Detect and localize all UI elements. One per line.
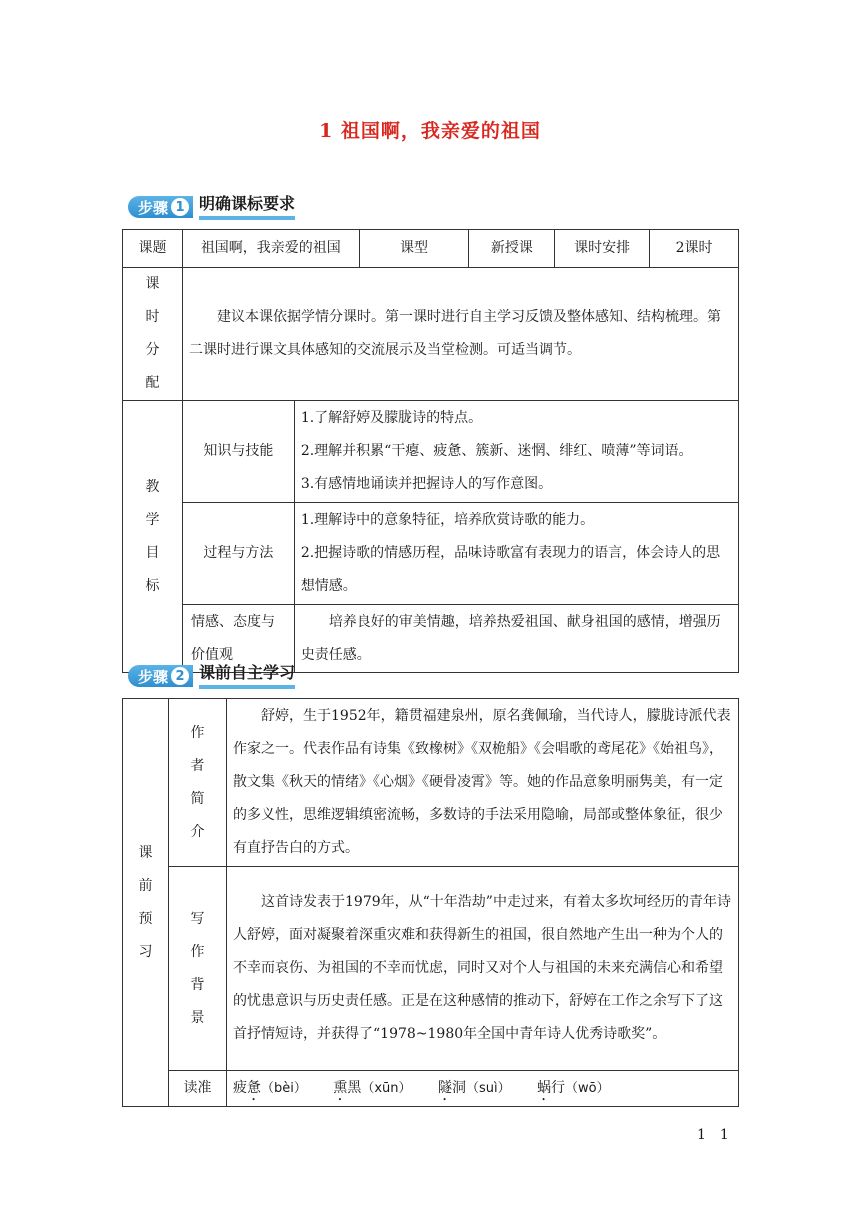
page-title: 1 祖国啊，我亲爱的祖国 [319,120,541,142]
goal-content [294,503,738,605]
cell-topic-label: 课题 [123,230,183,268]
goal-name: 情感、态度与价值观 [182,605,294,673]
step-prefix: 步骤 [138,198,169,217]
cell-hours-label: 课时安排 [555,230,650,268]
goal-item: 3.有感情地诵读并把握诗人的写作意图。 [300,476,553,492]
step-prefix: 步骤 [138,667,169,686]
cell-bg-text: 这首诗发表于1979年，从“十年浩劫”中走过来，有着太多坎坷经历的青年诗人舒婷，面对凝聚着深重灾难和获得新生的祖国，很自然地产生出一种为个人的不幸而哀伤、为祖国的不幸而忧虑，同时又对个人与祖国的未来充满信心和希望的忧患意识与历史责任感。正是在这种感情的推动下，舒婷在工作之余写下了这首抒情短诗，并获得了“1978~1980年全国中青年诗人优秀诗歌奖”。 [227,867,739,1071]
cell-section-label: 课 前 预 习 [123,699,169,1107]
cell-author-text: 舒婷，生于1952年，籍贯福建泉州，原名龚佩瑜，当代诗人，朦胧诗派代表作家之一。代表作品有诗集《致橡树》《双桅船》《会唱歌的鸢尾花》《始祖鸟》，散文集《秋天的情绪》《心烟》《硬骨凌霄》等。她的作品意象明丽隽美，有一定的多义性，思维逻辑缜密流畅，多数诗的手法采用隐喻，局部或整体象征，很少有直抒告白的方式。 [227,699,739,867]
goal-name: 过程与方法 [182,503,294,605]
goal-item: 1.理解诗中的意象特征，培养欣赏诗歌的能力。 [300,512,595,528]
step-number: 2 [171,667,189,685]
cell-alloc-label: 课 时 分 配 [123,268,183,401]
goal-name: 知识与技能 [182,401,294,503]
step-2-header [128,663,295,689]
goal-item: 2.理解并积累“干瘪、疲惫、簇新、迷惘、绯红、喷薄”等词语。 [300,443,693,459]
cell-goals-label: 教 学 目 标 [123,401,183,673]
page-number: 11 [697,1127,743,1143]
cell-read-label: 读准 [169,1071,227,1107]
step-label: 课前自主学习 [199,663,295,689]
cell-hours: 2课时 [650,230,739,268]
step-1-header [128,194,295,220]
goal-content [294,401,738,503]
cell-type-label: 课型 [359,230,469,268]
cell-alloc-text: 建议本课依据学情分课时。第一课时进行自主学习反馈及整体感知、结构梳理。第二课时进行课文具体感知的交流展示及当堂检测。可适当调节。 [182,268,738,401]
step-badge [128,196,193,218]
goal-item: 1.了解舒婷及朦胧诗的特点。 [300,410,483,426]
cell-author-label: 作 者 简 介 [169,699,227,867]
cell-topic: 祖国啊，我亲爱的祖国 [182,230,359,268]
pronunciation-item: 隧洞（suì） [437,1080,511,1096]
lesson-overview-table [122,229,739,673]
cell-bg-label: 写 作 背 景 [169,867,227,1071]
goal-item: 培养良好的审美情趣，培养热爱祖国、献身祖国的感情，增强历史责任感。 [294,605,738,673]
preview-table [122,698,739,1107]
pronunciation-item: 蜗行（wō） [537,1080,610,1096]
step-label: 明确课标要求 [199,194,295,220]
step-badge [128,665,193,687]
cell-read-items [227,1071,739,1107]
step-number: 1 [171,198,189,216]
goal-item: 2.把握诗歌的情感历程，品味诗歌富有表现力的语言，体会诗人的思想情感。 [300,545,721,594]
pronunciation-item: 疲惫（bèi） [233,1080,307,1096]
cell-type: 新授课 [469,230,555,268]
pronunciation-item: 熏黑（xūn） [333,1080,412,1096]
